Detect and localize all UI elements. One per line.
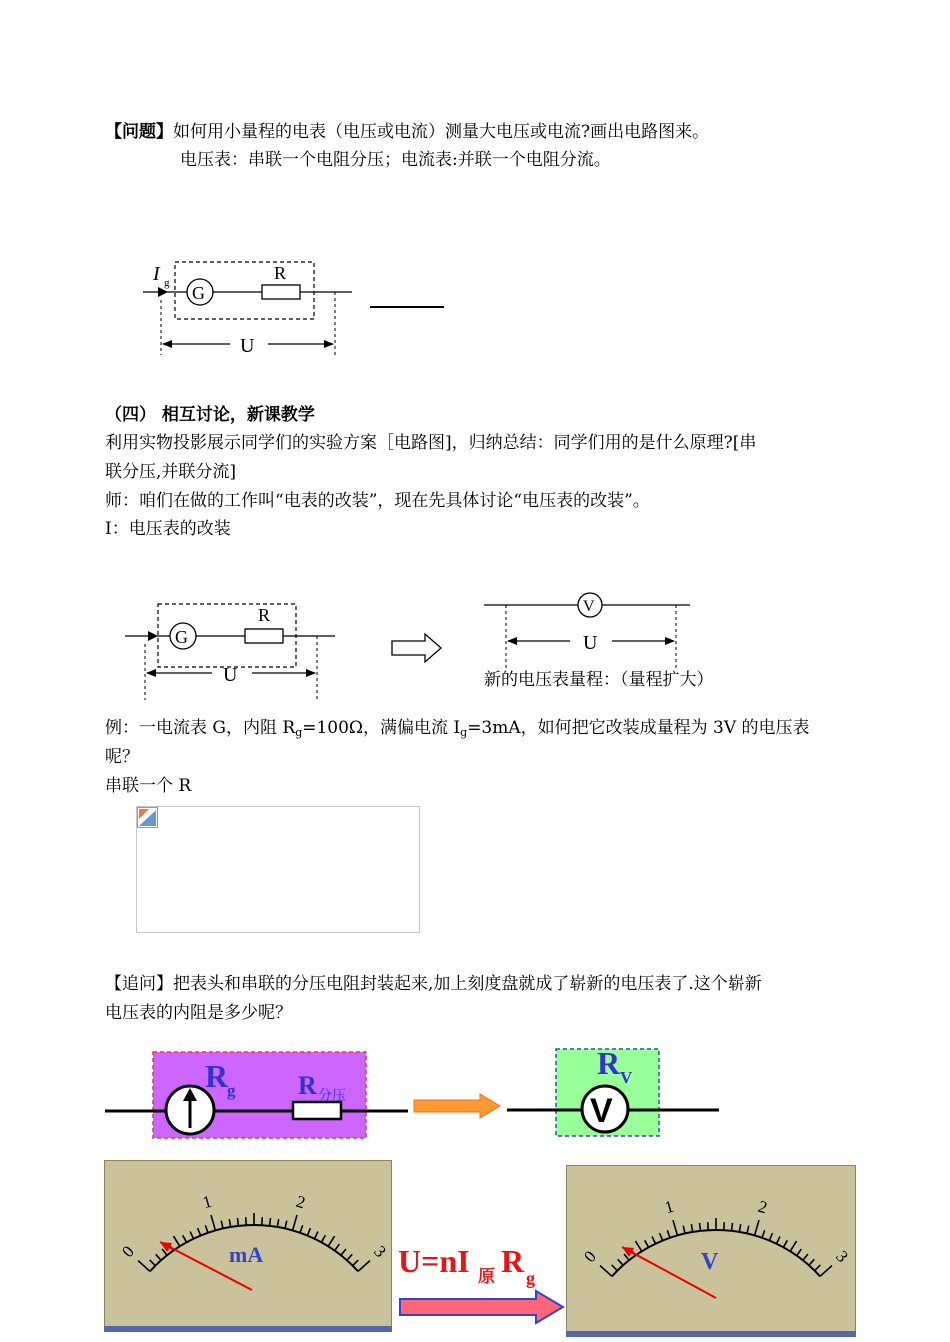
meter-unit-ma: mA	[229, 1242, 264, 1267]
followup-line-1: 【追问】把表头和串联的分压电阻封装起来,加上刻度盘就成了崭新的电压表了.这个崭新	[105, 974, 762, 994]
question-tag: 【问题】	[105, 122, 173, 142]
formula-sub2: g	[526, 1268, 535, 1288]
label-g: G	[192, 283, 205, 303]
v-symbol: V	[590, 1092, 613, 1130]
meter-right-tick-label: 0	[580, 1247, 600, 1267]
question-answer: 电压表：串联一个电阻分压；电流表:并联一个电阻分流。	[180, 150, 611, 170]
example-text-b: =100Ω，满偏电流 I	[302, 718, 461, 738]
meter-left-tick-label: 3	[370, 1242, 390, 1262]
section-line-3: 师：咱们在做的工作叫“电表的改装”，现在先具体讨论“电压表的改装”。	[105, 491, 650, 511]
label-g: G	[175, 627, 188, 647]
meter-left-tick-label: 2	[294, 1191, 308, 1213]
meter-unit-v: V	[701, 1249, 719, 1275]
label-ig-sub: g	[164, 277, 170, 289]
rfenya-sub: 分压	[318, 1088, 346, 1104]
label-r: R	[258, 605, 271, 625]
meter-right-tick-label: 2	[756, 1196, 770, 1218]
meter-right-tick-label: 3	[832, 1247, 852, 1267]
example-sub-ig: g	[460, 726, 468, 739]
question-text: 如何用小量程的电表（电压或电流）测量大电压或电流?画出电路图来。	[173, 122, 710, 142]
circuit2-caption: 新的电压表量程：（量程扩大）	[484, 670, 714, 690]
section-heading: （四） 相互讨论，新课教学	[105, 405, 315, 425]
followup-line-2: 电压表的内阻是多少呢？	[105, 1003, 292, 1023]
label-u2: U	[583, 632, 598, 654]
label-v: V	[583, 598, 595, 615]
rv-sub: V	[620, 1068, 633, 1087]
section-line-1: 利用实物投影展示同学们的实验方案［电路图]，归纳总结：同学们用的是什么原理?[串	[105, 433, 757, 453]
formula-r: R	[501, 1243, 525, 1279]
section-line-2: 联分压,并联分流]	[105, 462, 237, 482]
meter-left-tick-label: 0	[118, 1242, 138, 1262]
example-text-c: =3mA，如何把它改装成量程为 3V 的电压表	[467, 718, 810, 738]
rfenya-label: R	[298, 1071, 317, 1100]
example-line-2: 呢？	[105, 747, 139, 767]
rg-sub: g	[227, 1081, 236, 1100]
meter-left-tick-label: 1	[200, 1191, 214, 1213]
formula-u: U=nI	[398, 1243, 470, 1279]
example-sub-rg: g	[295, 726, 303, 739]
formula-sub1: 原	[478, 1267, 495, 1287]
example-text-a: 例：一电流表 G，内阻 R	[105, 718, 296, 738]
meter-right-tick-label: 1	[662, 1196, 676, 1218]
rv-label: R	[597, 1045, 621, 1081]
section-line-4: I：电压表的改装	[105, 519, 231, 539]
rg-label: R	[205, 1058, 229, 1094]
example-line-3: 串联一个 R	[105, 776, 192, 796]
label-r: R	[274, 263, 287, 283]
label-ig: I	[153, 263, 160, 285]
label-u: U	[240, 335, 255, 357]
label-u: U	[223, 664, 238, 686]
